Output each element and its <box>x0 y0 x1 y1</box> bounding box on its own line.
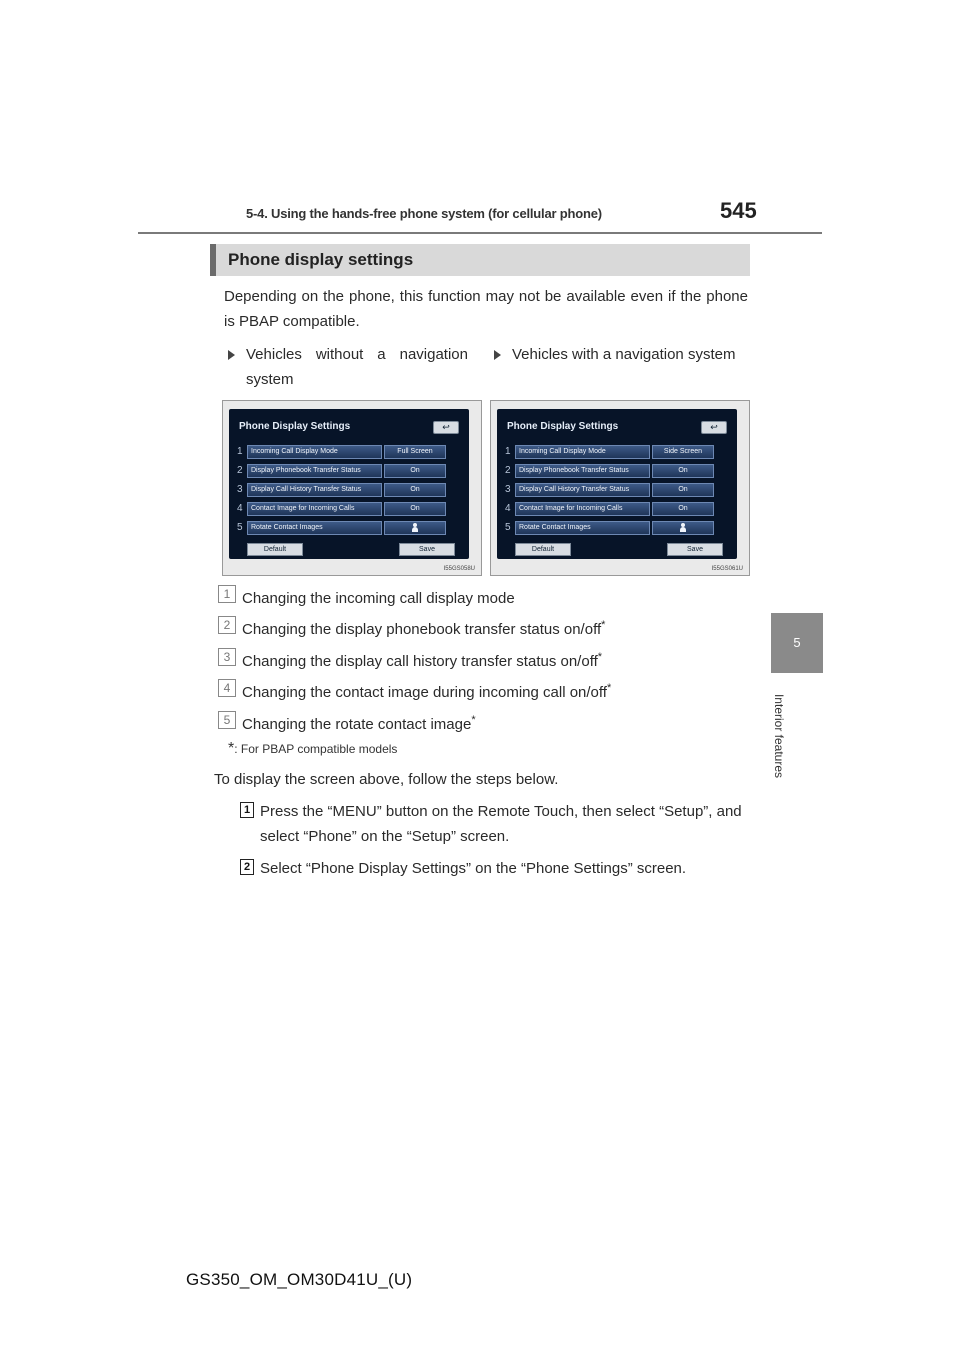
step-number: 2 <box>240 859 254 875</box>
setting-label-button[interactable]: Contact Image for Incoming Calls <box>247 502 382 516</box>
variant-without-nav <box>228 342 468 392</box>
default-button[interactable]: Default <box>247 543 303 556</box>
asterisk-mark: * <box>601 619 606 631</box>
setting-value-button[interactable]: On <box>652 464 714 478</box>
setting-label-button[interactable]: Display Call History Transfer Status <box>247 483 382 497</box>
setting-value-button[interactable]: On <box>652 483 714 497</box>
back-arrow-icon: ↩ <box>442 422 450 432</box>
triangle-bullet-icon <box>228 350 235 360</box>
row-number: 4 <box>505 503 511 514</box>
list-item-label: Changing the contact image during incoming call on/off <box>242 684 607 701</box>
section-title: Phone display settings <box>228 250 414 269</box>
setting-label-button[interactable]: Display Phonebook Transfer Status <box>247 464 382 478</box>
chapter-label <box>772 690 786 782</box>
step-number: 1 <box>240 802 254 818</box>
list-item-label: Changing the rotate contact image <box>242 716 472 733</box>
back-button[interactable] <box>701 421 727 434</box>
row-number: 2 <box>505 465 511 476</box>
setting-value-button[interactable]: Full Screen <box>384 445 446 459</box>
setting-label-button[interactable]: Contact Image for Incoming Calls <box>515 502 650 516</box>
save-button[interactable]: Save <box>667 543 723 556</box>
variant-label: Vehicles without a navigation system <box>246 346 468 388</box>
default-button[interactable]: Default <box>515 543 571 556</box>
step-text: Press the “MENU” button on the Remote Touch, then select “Setup”, and select “Phone” on the “Setup” screen. <box>260 803 742 845</box>
asterisk-mark: * <box>597 651 603 663</box>
setting-value-button[interactable]: On <box>384 502 446 516</box>
asterisk-mark: * <box>471 714 476 726</box>
list-item-text <box>242 677 611 704</box>
step-item <box>240 856 750 881</box>
header-rule <box>138 232 822 234</box>
setting-value-button[interactable]: Side Screen <box>652 445 714 459</box>
list-item-label: Changing the incoming call display mode <box>242 590 515 607</box>
list-item-text <box>242 614 605 641</box>
screen-display <box>497 409 737 559</box>
setting-value-button[interactable]: On <box>384 483 446 497</box>
callout-number: 1 <box>218 585 236 603</box>
footnote-star: * <box>228 740 235 757</box>
variant-label: Vehicles with a navigation system <box>512 346 736 363</box>
row-number: 4 <box>237 503 243 514</box>
chapter-label-text: Interior features <box>772 693 786 779</box>
row-number: 2 <box>237 465 243 476</box>
rotate-image-button[interactable] <box>384 521 446 535</box>
row-number: 3 <box>237 484 243 495</box>
save-button[interactable]: Save <box>399 543 455 556</box>
chapter-tab: 5 <box>771 613 823 673</box>
callout-number: 2 <box>218 616 236 634</box>
screen-title: Phone Display Settings <box>507 421 619 432</box>
back-button[interactable] <box>433 421 459 434</box>
screenshot-with-nav <box>490 400 750 576</box>
instructions-intro: To display the screen above, follow the steps below. <box>214 771 559 788</box>
row-number: 1 <box>237 446 243 457</box>
setting-label-button[interactable]: Incoming Call Display Mode <box>515 445 650 459</box>
list-item-text <box>242 709 476 736</box>
row-number: 5 <box>237 522 243 533</box>
row-number: 5 <box>505 522 511 533</box>
row-number: 1 <box>505 446 511 457</box>
callout-number: 4 <box>218 679 236 697</box>
image-code: I55GS061U <box>711 566 743 572</box>
triangle-bullet-icon <box>494 350 501 360</box>
setting-label-button[interactable]: Display Call History Transfer Status <box>515 483 650 497</box>
image-code: I55GS058U <box>443 566 475 572</box>
row-number: 3 <box>505 484 511 495</box>
screen-title: Phone Display Settings <box>239 421 351 432</box>
step-item <box>240 799 750 849</box>
intro-paragraph: Depending on the phone, this function may not be available even if the phone is PBAP compatible. <box>224 288 748 330</box>
list-item-text <box>242 646 602 673</box>
asterisk-mark: * <box>606 682 612 694</box>
footnote-text: : For PBAP compatible models <box>234 742 398 756</box>
list-item-label: Changing the display call history transfer status on/off <box>242 653 598 670</box>
list-item-text <box>242 583 515 610</box>
setting-label-button[interactable]: Incoming Call Display Mode <box>247 445 382 459</box>
back-arrow-icon: ↩ <box>710 422 718 432</box>
variant-with-nav <box>494 342 746 367</box>
contact-person-icon <box>680 523 686 532</box>
page-number: 545 <box>720 198 757 223</box>
section-heading <box>210 244 750 276</box>
rotate-image-button[interactable] <box>652 521 714 535</box>
setting-label-button[interactable]: Rotate Contact Images <box>247 521 382 535</box>
setting-value-button[interactable]: On <box>384 464 446 478</box>
contact-person-icon <box>412 523 418 532</box>
screen-display <box>229 409 469 559</box>
callout-number: 3 <box>218 648 236 666</box>
screenshot-without-nav <box>222 400 482 576</box>
setting-label-button[interactable]: Display Phonebook Transfer Status <box>515 464 650 478</box>
step-text: Select “Phone Display Settings” on the “Phone Settings” screen. <box>260 860 687 877</box>
setting-label-button[interactable]: Rotate Contact Images <box>515 521 650 535</box>
manual-code: GS350_OM_OM30D41U_(U) <box>186 1270 413 1289</box>
setting-value-button[interactable]: On <box>652 502 714 516</box>
running-head: 5-4. Using the hands-free phone system (for cellular phone) <box>246 206 602 221</box>
footnote <box>228 740 397 758</box>
callout-number: 5 <box>218 711 236 729</box>
list-item-label: Changing the display phonebook transfer status on/off <box>242 621 602 638</box>
